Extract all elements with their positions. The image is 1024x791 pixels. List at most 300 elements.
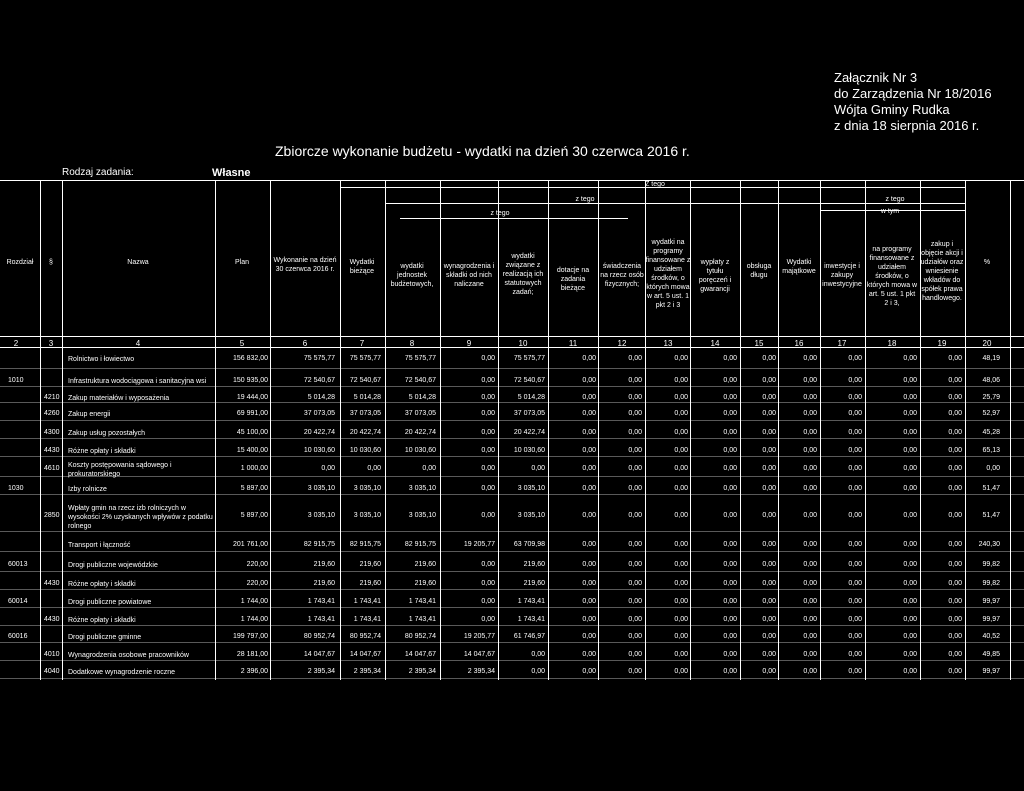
row-value-swi: 0,00: [628, 355, 642, 362]
row-value-wyk: 3 035,10: [307, 512, 335, 519]
row-value-plan: 5 897,00: [240, 512, 268, 519]
row-value-plan: 45 100,00: [236, 429, 268, 436]
row-value-akc: 0,00: [948, 355, 962, 362]
column-number: 5: [239, 339, 245, 348]
row-value-inw: 0,00: [848, 429, 862, 436]
row-separator: [0, 476, 1024, 477]
row-value-akc: 0,00: [948, 447, 962, 454]
row-value-wyn: 0,00: [481, 561, 495, 568]
row-paragraf: 4430: [44, 616, 60, 623]
column-number: 8: [409, 339, 415, 348]
row-value-biez: 2 395,34: [353, 668, 381, 675]
column-divider: [340, 180, 341, 680]
header-obsluga: obsługa długu: [746, 263, 772, 279]
header-bottom-rule: [0, 336, 1024, 337]
row-value-pmaj: 0,00: [903, 485, 917, 492]
row-value-plan: 2 396,00: [240, 668, 268, 675]
row-nazwa: [68, 485, 216, 494]
row-value-obs: 0,00: [762, 616, 776, 623]
row-value-dot: 0,00: [582, 485, 596, 492]
row-value-dot: 0,00: [582, 616, 596, 623]
row-value-stat: 75 575,77: [513, 355, 545, 362]
header-inwestycje: inwestycje i zakupy inwestycyjne: [822, 263, 862, 288]
row-separator: [0, 571, 1024, 572]
row-nazwa-line: Izby rolnicze: [68, 486, 107, 493]
row-value-inw: 0,00: [848, 561, 862, 568]
row-value-wyn: 0,00: [481, 580, 495, 587]
row-value-obs: 0,00: [762, 541, 776, 548]
row-value-dot: 0,00: [582, 377, 596, 384]
row-nazwa-line: Dodatkowe wynagrodzenie roczne: [68, 669, 176, 676]
row-value-akc: 0,00: [948, 465, 962, 472]
row-value-wyn: 19 205,77: [463, 633, 495, 640]
row-separator: [0, 625, 1024, 626]
row-value-pct: 51,47: [982, 512, 1000, 519]
row-value-wyk: 14 047,67: [303, 651, 335, 658]
row-value-biez: 0,00: [367, 465, 381, 472]
header-wykonanie: Wykonanie na dzień 30 czerwca 2016 r.: [273, 257, 337, 273]
header-rozdzial: Rozdział: [6, 259, 34, 266]
row-value-plan: 150 935,00: [232, 377, 268, 384]
row-value-pct: 52,97: [982, 410, 1000, 417]
row-separator: [0, 368, 1024, 369]
row-value-dot: 0,00: [582, 541, 596, 548]
row-value-jedn: 3 035,10: [408, 512, 436, 519]
row-value-wyk: 82 915,75: [303, 541, 335, 548]
row-nazwa-line: Rolnictwo i łowiectwo: [68, 356, 135, 363]
row-value-maj: 0,00: [803, 541, 817, 548]
row-separator: [0, 438, 1024, 439]
row-value-por: 0,00: [723, 355, 737, 362]
row-value-prog: 0,00: [674, 633, 688, 640]
row-value-swi: 0,00: [628, 541, 642, 548]
row-value-por: 0,00: [723, 377, 737, 384]
row-value-wyn: 0,00: [481, 616, 495, 623]
row-value-inw: 0,00: [848, 355, 862, 362]
row-nazwa-line: rolnego: [68, 523, 92, 530]
row-nazwa-line: Wpłaty gmin na rzecz izb rolniczych w: [68, 505, 186, 512]
row-value-por: 0,00: [723, 580, 737, 587]
row-value-wyk: 2 395,34: [307, 668, 335, 675]
row-value-wyk: 75 575,77: [303, 355, 335, 362]
row-value-por: 0,00: [723, 651, 737, 658]
row-value-jedn: 2 395,34: [408, 668, 436, 675]
row-value-pmaj: 0,00: [903, 429, 917, 436]
row-paragraf: 4300: [44, 429, 60, 436]
column-number: 3: [48, 339, 54, 348]
header-majatkowe: Wydatki majątkowe: [782, 259, 816, 275]
column-divider: [40, 180, 41, 680]
row-value-prog: 0,00: [674, 485, 688, 492]
row-value-biez: 75 575,77: [349, 355, 381, 362]
row-nazwa-line: wysokości 2% uzyskanych wpływów z podatku: [68, 514, 213, 521]
row-value-jedn: 20 422,74: [404, 429, 436, 436]
row-value-akc: 0,00: [948, 561, 962, 568]
row-value-pmaj: 0,00: [903, 465, 917, 472]
row-value-jedn: 219,60: [414, 561, 436, 568]
row-value-por: 0,00: [723, 429, 737, 436]
row-value-maj: 0,00: [803, 561, 817, 568]
row-paragraf: 4210: [44, 394, 60, 401]
row-value-obs: 0,00: [762, 561, 776, 568]
column-number: 12: [617, 339, 627, 348]
row-rozdzial: 60014: [8, 598, 28, 605]
group-header-z-tego-inner: z tego: [490, 210, 510, 217]
row-value-dot: 0,00: [582, 429, 596, 436]
row-value-pct: 48,06: [982, 377, 1000, 384]
column-number: 16: [794, 339, 804, 348]
row-value-inw: 0,00: [848, 580, 862, 587]
row-separator: [0, 551, 1024, 552]
row-value-wyn: 2 395,34: [467, 668, 495, 675]
row-value-plan: 1 000,00: [240, 465, 268, 472]
row-value-obs: 0,00: [762, 512, 776, 519]
column-divider: [740, 180, 741, 680]
column-divider: [965, 180, 966, 680]
row-value-dot: 0,00: [582, 598, 596, 605]
row-value-akc: 0,00: [948, 598, 962, 605]
row-nazwa: [68, 633, 216, 642]
row-value-plan: 1 744,00: [240, 616, 268, 623]
group-header-w-tym: w tym: [880, 208, 900, 215]
row-value-obs: 0,00: [762, 377, 776, 384]
row-nazwa: [68, 410, 216, 419]
row-value-pct: 25,79: [982, 394, 1000, 401]
row-value-maj: 0,00: [803, 651, 817, 658]
row-nazwa-line: Różne opłaty i składki: [68, 581, 136, 588]
row-value-dot: 0,00: [582, 465, 596, 472]
row-value-prog: 0,00: [674, 580, 688, 587]
row-value-wyn: 0,00: [481, 394, 495, 401]
header-programy: wydatki na programy finansowane z udziałem środków, o których mowa w art. 5 ust. 1 pkt 2 i 3: [645, 239, 691, 309]
row-value-biez: 3 035,10: [353, 512, 381, 519]
row-value-dot: 0,00: [582, 394, 596, 401]
task-type-label: Rodzaj zadania:: [62, 167, 134, 178]
row-value-wyn: 0,00: [481, 355, 495, 362]
row-value-swi: 0,00: [628, 580, 642, 587]
row-nazwa-line: Różne opłaty i składki: [68, 448, 136, 455]
row-value-plan: 69 991,00: [236, 410, 268, 417]
row-nazwa-line: Drogi publiczne wojewódzkie: [68, 562, 158, 569]
row-value-obs: 0,00: [762, 580, 776, 587]
row-value-swi: 0,00: [628, 616, 642, 623]
row-value-akc: 0,00: [948, 616, 962, 623]
task-type-value: Własne: [212, 167, 251, 179]
row-value-pct: 99,97: [982, 598, 1000, 605]
column-divider: [385, 180, 386, 680]
row-separator: [0, 420, 1024, 421]
row-value-maj: 0,00: [803, 598, 817, 605]
row-value-plan: 5 897,00: [240, 485, 268, 492]
row-value-swi: 0,00: [628, 668, 642, 675]
row-nazwa-line: Różne opłaty i składki: [68, 617, 136, 624]
row-value-pmaj: 0,00: [903, 447, 917, 454]
column-number: 6: [302, 339, 308, 348]
row-value-swi: 0,00: [628, 377, 642, 384]
row-value-akc: 0,00: [948, 429, 962, 436]
row-value-akc: 0,00: [948, 668, 962, 675]
header-jednostek: wydatki jednostek budżetowych,: [390, 263, 434, 288]
header-swiadczenia: świadczenia na rzecz osób fizycznych;: [600, 263, 644, 288]
row-nazwa: [68, 668, 216, 677]
row-value-wyk: 0,00: [321, 465, 335, 472]
header-programy_maj: na programy finansowane z udziałem środków, o których mowa w art. 5 ust. 1 pkt 2 i 3,: [866, 246, 918, 307]
row-value-jedn: 37 073,05: [404, 410, 436, 417]
row-paragraf: 2850: [44, 512, 60, 519]
row-value-maj: 0,00: [803, 465, 817, 472]
row-value-pct: 0,00: [986, 465, 1000, 472]
row-value-jedn: 1 743,41: [408, 616, 436, 623]
row-paragraf: 4260: [44, 410, 60, 417]
header-biezace: Wydatki bieżące: [349, 259, 375, 275]
column-number: 9: [466, 339, 472, 348]
row-value-inw: 0,00: [848, 668, 862, 675]
row-value-pmaj: 0,00: [903, 580, 917, 587]
row-rozdzial: 1030: [8, 485, 24, 492]
row-value-swi: 0,00: [628, 651, 642, 658]
row-value-por: 0,00: [723, 541, 737, 548]
row-nazwa-line: Zakup energii: [68, 411, 111, 418]
row-value-jedn: 219,60: [414, 580, 436, 587]
row-value-inw: 0,00: [848, 447, 862, 454]
row-value-biez: 82 915,75: [349, 541, 381, 548]
row-value-wyn: 0,00: [481, 465, 495, 472]
row-value-dot: 0,00: [582, 668, 596, 675]
row-value-maj: 0,00: [803, 485, 817, 492]
row-value-dot: 0,00: [582, 512, 596, 519]
row-value-dot: 0,00: [582, 580, 596, 587]
row-nazwa: [68, 651, 216, 660]
row-value-pct: 99,97: [982, 616, 1000, 623]
header-dotacje: dotacje na zadania bieżące: [556, 267, 590, 292]
row-value-wyn: 0,00: [481, 485, 495, 492]
row-value-prog: 0,00: [674, 394, 688, 401]
row-value-maj: 0,00: [803, 355, 817, 362]
row-value-stat: 0,00: [531, 651, 545, 658]
row-separator: [0, 494, 1024, 495]
row-value-stat: 0,00: [531, 465, 545, 472]
column-divider: [62, 180, 63, 680]
row-value-stat: 3 035,10: [517, 485, 545, 492]
column-number: 20: [982, 339, 992, 348]
row-value-stat: 20 422,74: [513, 429, 545, 436]
row-nazwa: [68, 598, 216, 607]
row-value-plan: 199 797,00: [232, 633, 268, 640]
row-value-biez: 10 030,60: [349, 447, 381, 454]
row-nazwa-line: Zakup usług pozostałych: [68, 430, 146, 437]
column-number-rule: [0, 347, 1024, 348]
row-value-wyk: 3 035,10: [307, 485, 335, 492]
row-value-maj: 0,00: [803, 377, 817, 384]
row-separator: [0, 402, 1024, 403]
row-rozdzial: 60016: [8, 633, 28, 640]
row-separator: [0, 642, 1024, 643]
row-value-pmaj: 0,00: [903, 394, 917, 401]
row-paragraf: 4010: [44, 651, 60, 658]
header-statutowe: wydatki związane z realizacją ich statutowych zadań;: [502, 253, 544, 296]
annex-line: Załącznik Nr 3: [834, 70, 918, 85]
row-value-wyn: 19 205,77: [463, 541, 495, 548]
row-value-wyk: 1 743,41: [307, 616, 335, 623]
row-value-pmaj: 0,00: [903, 541, 917, 548]
row-value-plan: 19 444,00: [236, 394, 268, 401]
row-value-pmaj: 0,00: [903, 561, 917, 568]
row-value-obs: 0,00: [762, 465, 776, 472]
column-divider: [778, 180, 779, 680]
row-value-inw: 0,00: [848, 465, 862, 472]
row-value-obs: 0,00: [762, 447, 776, 454]
column-divider: [820, 180, 821, 680]
row-value-prog: 0,00: [674, 561, 688, 568]
row-value-jedn: 3 035,10: [408, 485, 436, 492]
row-value-obs: 0,00: [762, 394, 776, 401]
row-value-por: 0,00: [723, 598, 737, 605]
row-nazwa-line: Wynagrodzenia osobowe pracowników: [68, 652, 189, 659]
row-value-por: 0,00: [723, 633, 737, 640]
row-value-pct: 99,82: [982, 561, 1000, 568]
row-paragraf: 4040: [44, 668, 60, 675]
row-nazwa-line: Drogi publiczne gminne: [68, 634, 142, 641]
row-value-por: 0,00: [723, 616, 737, 623]
row-nazwa: [68, 561, 216, 570]
column-divider: [548, 180, 549, 680]
row-value-pmaj: 0,00: [903, 616, 917, 623]
row-value-stat: 5 014,28: [517, 394, 545, 401]
row-value-wyn: 0,00: [481, 447, 495, 454]
column-number: 18: [887, 339, 897, 348]
row-value-plan: 15 400,00: [236, 447, 268, 454]
row-separator: [0, 678, 1024, 679]
row-value-wyn: 0,00: [481, 410, 495, 417]
row-value-akc: 0,00: [948, 377, 962, 384]
row-value-stat: 10 030,60: [513, 447, 545, 454]
row-value-pmaj: 0,00: [903, 651, 917, 658]
row-value-biez: 80 952,74: [349, 633, 381, 640]
column-number: 7: [359, 339, 365, 348]
row-value-maj: 0,00: [803, 394, 817, 401]
header-procent: %: [983, 259, 991, 266]
row-value-jedn: 82 915,75: [404, 541, 436, 548]
row-value-plan: 156 832,00: [232, 355, 268, 362]
row-value-prog: 0,00: [674, 377, 688, 384]
row-value-por: 0,00: [723, 410, 737, 417]
row-value-akc: 0,00: [948, 410, 962, 417]
row-value-por: 0,00: [723, 512, 737, 519]
row-value-jedn: 5 014,28: [408, 394, 436, 401]
row-value-jedn: 10 030,60: [404, 447, 436, 454]
row-nazwa-line: Infrastruktura wodociągowa i sanitacyjna wsi: [68, 378, 207, 385]
column-number: 10: [518, 339, 528, 348]
row-value-biez: 219,60: [359, 580, 381, 587]
row-value-maj: 0,00: [803, 668, 817, 675]
row-value-wyk: 5 014,28: [307, 394, 335, 401]
header-wynagrodzenia: wynagrodzenia i składki od nich naliczane: [443, 263, 495, 288]
row-value-biez: 37 073,05: [349, 410, 381, 417]
row-value-wyn: 0,00: [481, 512, 495, 519]
row-nazwa-line: Koszty postępowania sądowego i: [68, 462, 172, 469]
group-header-z-tego-majatkowe: z tego: [885, 196, 905, 203]
row-value-wyk: 10 030,60: [303, 447, 335, 454]
row-value-pct: 48,19: [982, 355, 1000, 362]
row-value-wyn: 0,00: [481, 429, 495, 436]
row-separator: [0, 531, 1024, 532]
row-value-akc: 0,00: [948, 512, 962, 519]
row-value-por: 0,00: [723, 485, 737, 492]
row-value-inw: 0,00: [848, 633, 862, 640]
group-header-z-tego-biezace: z tego: [575, 196, 595, 203]
row-value-por: 0,00: [723, 668, 737, 675]
row-value-inw: 0,00: [848, 616, 862, 623]
row-nazwa: [68, 541, 216, 550]
row-value-pmaj: 0,00: [903, 668, 917, 675]
row-value-obs: 0,00: [762, 410, 776, 417]
row-nazwa: [68, 447, 216, 456]
row-value-wyk: 219,60: [313, 561, 335, 568]
row-value-inw: 0,00: [848, 377, 862, 384]
row-value-wyn: 0,00: [481, 598, 495, 605]
row-nazwa: [68, 355, 216, 364]
row-nazwa-line: Transport i łączność: [68, 542, 131, 549]
row-paragraf: 4430: [44, 447, 60, 454]
row-value-jedn: 14 047,67: [404, 651, 436, 658]
row-value-prog: 0,00: [674, 598, 688, 605]
row-value-akc: 0,00: [948, 541, 962, 548]
row-value-pmaj: 0,00: [903, 512, 917, 519]
column-number: 19: [937, 339, 947, 348]
row-value-stat: 37 073,05: [513, 410, 545, 417]
row-value-obs: 0,00: [762, 668, 776, 675]
row-separator: [0, 660, 1024, 661]
row-separator: [0, 456, 1024, 457]
row-value-inw: 0,00: [848, 598, 862, 605]
row-value-wyk: 20 422,74: [303, 429, 335, 436]
row-value-maj: 0,00: [803, 580, 817, 587]
row-value-plan: 28 181,00: [236, 651, 268, 658]
row-value-pct: 99,82: [982, 580, 1000, 587]
row-value-stat: 72 540,67: [513, 377, 545, 384]
row-value-dot: 0,00: [582, 447, 596, 454]
column-divider: [440, 180, 441, 680]
row-nazwa-line: prokuratorskiego: [68, 471, 121, 478]
row-value-akc: 0,00: [948, 651, 962, 658]
row-value-jedn: 72 540,67: [404, 377, 436, 384]
row-value-swi: 0,00: [628, 561, 642, 568]
column-number: 2: [13, 339, 19, 348]
row-value-swi: 0,00: [628, 394, 642, 401]
row-value-maj: 0,00: [803, 410, 817, 417]
row-nazwa: [68, 616, 216, 625]
row-value-inw: 0,00: [848, 485, 862, 492]
column-number: 11: [568, 339, 578, 348]
row-value-swi: 0,00: [628, 465, 642, 472]
row-value-biez: 1 743,41: [353, 598, 381, 605]
row-value-swi: 0,00: [628, 410, 642, 417]
row-value-jedn: 75 575,77: [404, 355, 436, 362]
row-value-obs: 0,00: [762, 429, 776, 436]
group-rule-jedn: [400, 218, 628, 219]
row-value-maj: 0,00: [803, 429, 817, 436]
header-nazwa: Nazwa: [127, 259, 149, 266]
row-value-biez: 72 540,67: [349, 377, 381, 384]
row-nazwa: [68, 580, 216, 589]
row-value-swi: 0,00: [628, 429, 642, 436]
row-value-plan: 1 744,00: [240, 598, 268, 605]
row-value-stat: 219,60: [523, 580, 545, 587]
row-value-stat: 1 743,41: [517, 616, 545, 623]
group-rule-inner: [385, 203, 965, 204]
row-paragraf: 4430: [44, 580, 60, 587]
row-value-por: 0,00: [723, 561, 737, 568]
